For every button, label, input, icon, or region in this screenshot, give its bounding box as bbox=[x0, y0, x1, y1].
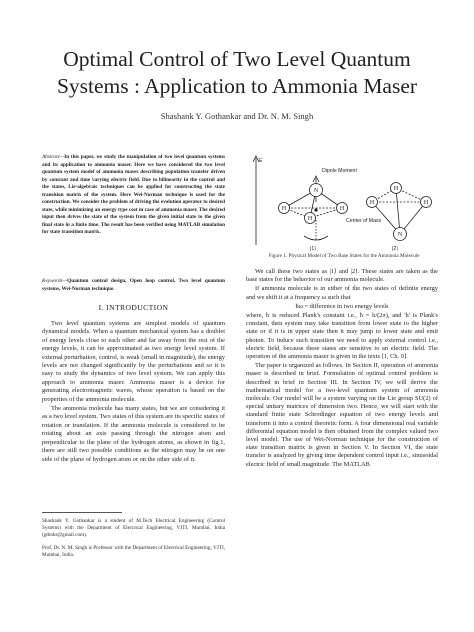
center-of-mass-dot bbox=[314, 208, 317, 211]
paragraph: We call these two states as |1⟩ and |2⟩. These states are taken as the base states for the behavior of our ammonia molecule. bbox=[246, 268, 438, 284]
right-column-body bbox=[246, 268, 438, 470]
atom-label-h: H bbox=[339, 206, 345, 213]
axis-label-e: E bbox=[259, 158, 263, 164]
paragraph: The ammonia molecule has many states, but we are considering it as a two level system. Two states of this system are its specific states of rotation or translation. If the ammonia molecule is considered to be rotating about an axis passing through the nitrogen atom and perpendicular to the plane of the hydrogen atoms, as shown in fig.1, there are still two possible conditions as the nitrogen may be on one side of the plane of hydrogen atom or on the other side of it. bbox=[42, 405, 225, 463]
footnote-divider bbox=[42, 512, 122, 513]
left-column-body bbox=[42, 320, 225, 465]
state-2-label: |2⟩ bbox=[392, 246, 399, 252]
equation: ħω = difference in two energy levels bbox=[295, 302, 389, 310]
paper-title: Optimal Control of Two Level Quantum Systems : Application to Ammonia Maser bbox=[56, 47, 418, 98]
section-heading-introduction: I. INTRODUCTION bbox=[98, 303, 169, 312]
atom-label-h: H bbox=[307, 216, 313, 223]
center-of-mass-label: Center of Mass bbox=[346, 218, 382, 224]
paper-authors: Shashank Y. Gothankar and Dr. N. M. Singh bbox=[160, 111, 314, 121]
figure-caption: Figure 1. Physical Model of Two Base States for the Ammonia Molecule bbox=[268, 253, 420, 259]
paragraph: The paper is organized as follows. In Section II, operation of ammonia maser is described in brief. Formulation of optimal control problem is described in brief in Section III. In Section IV, we will derive the mathematical model for a two-level quantum system of ammonia molecule. Our model will be a system varying on the Lie group SU(2) of special unitary matrices of dimension two. Hence, we will start with the standard finite state Schrodinger equation of two energy levels and transform it into a control theoretic form. A four dimensional real variable differential equation model is then obtained from the complex valued two level model. The use of Wei-Norman technique for the construction of state transition matrix is given in Section V. In Section VI, the state transfer is analyzed by giving time dependent control input i.e., sinusoidal electric field of small magnitude. The MATLAB bbox=[246, 362, 438, 468]
abstract bbox=[42, 154, 225, 237]
state-1-label: |1⟩ bbox=[310, 246, 317, 252]
keywords-text: Quantum control design, Open loop control, Two level quantum systems, Wei-Norman technique. bbox=[42, 278, 225, 292]
atom-label-h: H bbox=[393, 186, 399, 193]
ammonia-molecule-figure bbox=[250, 150, 438, 253]
atom-label-n: N bbox=[397, 232, 403, 239]
abstract-text: In this paper, we study the manipulation of two level quantum systems and its application to ammonia maser. Here we have considered the two level quantum system model of ammonia maser describing population transfer driven by constant and time varying electric field. Due to bilinearity in the control and the states, Lie-algebraic techniques can be applied for constructing the state transition matrix of the system. Here Wei-Norman technique is used for the construction. We consider the problem of driving the evolution operator to desired state, while minimizing an energy type cost in case of ammonia maser. The desired input then drives the state of the system from the given initial state to the given final state in a finite time. The result has been verified using MATLAB simulation for state transition matrix. bbox=[42, 154, 225, 235]
paragraph: If ammonia molecule is in either of the two states of definite energy and we shift it at a frequency ω such that bbox=[246, 285, 438, 301]
paragraph: Two level quantum systems are simplest models of quantum dynamical models. When a quantum mechanical system has a doublet of energy levels close to each other and far away from the rest of the energy levels, it can be approximated as two energy level system. If external perturbation, control, is weak (small in magnitude), the energy levels are not changed significantly by the perturbations and so it is easy to study the dynamics of two level system. We can apply this approach to ammonia maser. Ammonia maser is a device for generating electromagnetic waves, whose operation is based on the properties of the ammonia molecule. bbox=[42, 320, 225, 403]
atom-label-h: H bbox=[281, 206, 287, 213]
footnote-author-1: Shashank Y. Gothankar is a student of M.Tech Electrical Engineering (Control Systems) with the Department of Electrical Engineering, VJTI, Mumbai, India (gthnkr@gmail.com). bbox=[42, 518, 225, 539]
abstract-lead: Abstract— bbox=[42, 154, 65, 160]
paragraph: where, ħ is reduced Plank's constant i.e., ħ = h/(2π), and 'h' is Plank's constant, then system may take transition from lower state to the higher state or if it is in upper state then it may jump to lower state and emit photon. To induce such transition we need to apply external control i.e., electric field, because these states are sensitive to an electric field. The operation of the ammonia maser is given in the texts [1, Ch. 9]. bbox=[246, 312, 438, 361]
atom-label-h: H bbox=[369, 200, 375, 207]
atom-label-h: H bbox=[423, 200, 429, 207]
keywords-lead: Keywords— bbox=[42, 278, 68, 284]
footnote-author-2: Prof. Dr. N. M. Singh is Professor with the Department of Electrical Engineering, VJTI, Mumbai, India. bbox=[42, 545, 225, 559]
atom-label-n: N bbox=[313, 188, 319, 195]
keywords bbox=[42, 278, 225, 293]
dipole-moment-label: Dipole Moment bbox=[322, 168, 357, 174]
